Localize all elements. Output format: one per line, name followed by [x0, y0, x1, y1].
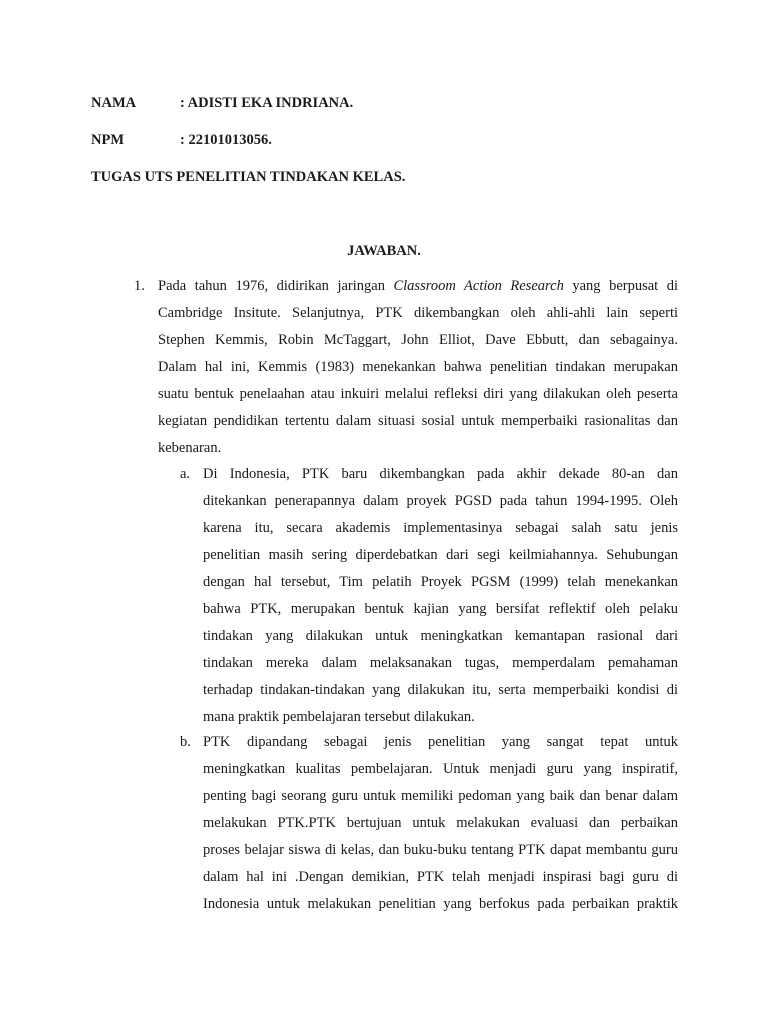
item-b-line	[203, 864, 678, 891]
item-a-line	[203, 650, 678, 677]
nama-value: : ADISTI EKA INDRIANA.	[180, 95, 354, 111]
task-title: TUGAS UTS PENELITIAN TINDAKAN KELAS.	[91, 169, 406, 185]
text-run: Indonesia untuk melakukan penelitian yang berfokus pada perbaikan praktik	[203, 896, 678, 912]
text-run: kegiatan pendidikan tertentu dalam situasi sosial untuk memperbaiki rasionalitas dan	[158, 413, 678, 429]
item-b-letter: b.	[180, 734, 191, 750]
text-run: penelitian masih sering diperdebatkan dari segi keilmiahannya. Sehubungan	[203, 547, 678, 563]
item-a-line	[203, 542, 678, 569]
item-a-line	[203, 461, 678, 488]
text-run: mana praktik pembelajaran tersebut dilakukan.	[203, 709, 475, 725]
item-1-line	[158, 300, 678, 327]
npm-value: : 22101013056.	[180, 132, 272, 148]
text-run: dengan hal tersebut, Tim pelatih Proyek PGSM (1999) telah menekankan	[203, 574, 678, 590]
item-a-line	[203, 488, 678, 515]
text-run: bahwa PTK, merupakan bentuk kajian yang bersifat reflektif oleh pelaku	[203, 601, 678, 617]
item-b-line	[203, 810, 678, 837]
item-b-text	[203, 729, 678, 918]
text-run: terhadap tindakan-tindakan yang dilakukan itu, serta memperbaiki kondisi di	[203, 682, 678, 698]
text-run: meningkatkan kualitas pembelajaran. Untuk menjadi guru yang inspiratif,	[203, 761, 678, 777]
item-1-line	[158, 354, 678, 381]
item-b-line	[203, 729, 678, 756]
nama-row	[91, 94, 353, 112]
item-1-text	[158, 273, 678, 462]
item-a-line	[203, 704, 678, 731]
text-run: Dalam hal ini, Kemmis (1983) menekankan bahwa penelitian tindakan merupakan	[158, 359, 678, 375]
item-b-line	[203, 837, 678, 864]
text-run: dalam hal ini .Dengan demikian, PTK telah menjadi inspirasi bagi guru di	[203, 869, 678, 885]
text-run: Stephen Kemmis, Robin McTaggart, John Elliot, Dave Ebbutt, dan sebagainya.	[158, 332, 678, 348]
npm-label: NPM	[91, 132, 125, 148]
item-1-line	[158, 327, 678, 354]
text-run: kebenaran.	[158, 440, 222, 456]
item-a-letter: a.	[180, 466, 191, 482]
item-a-text	[203, 461, 678, 731]
text-run: ditekankan penerapannya dalam proyek PGSD pada tahun 1994-1995. Oleh	[203, 493, 678, 509]
text-run: proses belajar siswa di kelas, dan buku-buku tentang PTK dapat membantu guru	[203, 842, 678, 858]
item-1-number: 1.	[134, 278, 145, 294]
item-b-line	[203, 783, 678, 810]
nama-label: NAMA	[91, 95, 137, 111]
item-b-line	[203, 891, 678, 918]
item-a-line	[203, 596, 678, 623]
text-run: yang berpusat di	[563, 278, 678, 294]
item-1-line	[158, 435, 678, 462]
item-a-line	[203, 515, 678, 542]
text-run: penting bagi seorang guru untuk memiliki pedoman yang baik dan benar dalam	[203, 788, 678, 804]
item-a-line	[203, 569, 678, 596]
text-run: PTK dipandang sebagai jenis penelitian yang sangat tepat untuk	[203, 734, 678, 750]
text-run: karena itu, secara akademis implementasinya sebagai salah satu jenis	[203, 520, 678, 536]
italic-term: Classroom Action Research	[393, 278, 564, 294]
text-run: suatu bentuk penelaahan atau inkuiri melalui refleksi diri yang dilakukan oleh peserta	[158, 386, 678, 402]
item-1-line	[158, 381, 678, 408]
item-1-line	[158, 273, 678, 300]
text-run: Cambridge Insitute. Selanjutnya, PTK dikembangkan oleh ahli-ahli lain seperti	[158, 305, 678, 321]
item-a-line	[203, 677, 678, 704]
text-run: Di Indonesia, PTK baru dikembangkan pada akhir dekade 80-an dan	[203, 466, 678, 482]
text-run: melakukan PTK.PTK bertujuan untuk melakukan evaluasi dan perbaikan	[203, 815, 678, 831]
text-run: tindakan yang dilakukan untuk meningkatkan kemantapan rasional dari	[203, 628, 678, 644]
npm-row	[91, 131, 272, 149]
text-run: tindakan mereka dalam melaksanakan tugas, memperdalam pemahaman	[203, 655, 678, 671]
item-b-line	[203, 756, 678, 783]
item-1-line	[158, 408, 678, 435]
text-run: Pada tahun 1976, didirikan jaringan	[158, 278, 394, 294]
item-a-line	[203, 623, 678, 650]
section-title: JAWABAN.	[347, 243, 421, 259]
